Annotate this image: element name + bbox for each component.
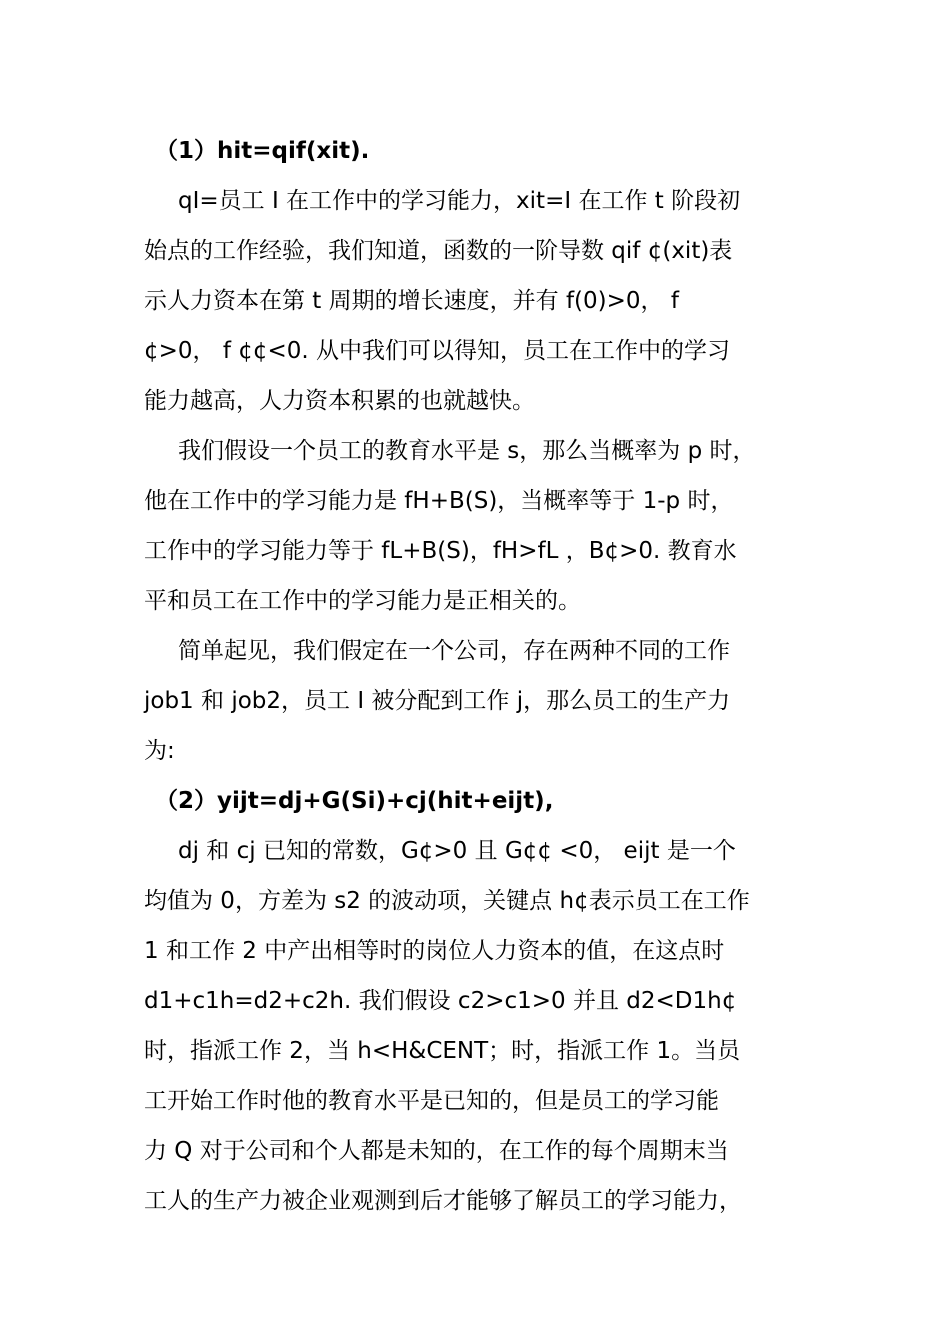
paragraph-4-line-4: d1+c1h=d2+c2h. 我们假设 c2>c1>0 并且 d2<D1h¢ <box>144 988 737 1014</box>
equation-1: （1）hit=qif(xit). <box>155 138 370 164</box>
paragraph-1-line-1: qI=员工 I 在工作中的学习能力，xit=I 在工作 t 阶段初 <box>178 188 741 214</box>
paragraph-4-line-1: dj 和 cj 已知的常数，G¢>0 且 G¢¢ <0， eijt 是一个 <box>178 838 736 864</box>
paragraph-4-line-3: 1 和工作 2 中产出相等时的岗位人力资本的值，在这点时 <box>144 938 725 964</box>
paragraph-3-line-3: 为: <box>144 738 175 764</box>
paragraph-4-line-5: 时，指派工作 2，当 h<H&CENT；时，指派工作 1。当员 <box>144 1038 741 1064</box>
paragraph-1-line-4: ¢>0， f ¢¢<0. 从中我们可以得知，员工在工作中的学习 <box>144 338 731 364</box>
paragraph-2-line-4: 平和员工在工作中的学习能力是正相关的。 <box>144 588 581 614</box>
paragraph-4-line-8: 工人的生产力被企业观测到后才能够了解员工的学习能力， <box>144 1188 742 1214</box>
paragraph-1-line-3: 示人力资本在第 t 周期的增长速度，并有 f(0)>0， f <box>144 288 679 314</box>
paragraph-2-line-1: 我们假设一个员工的教育水平是 s，那么当概率为 p 时， <box>178 438 756 464</box>
paragraph-2-line-2: 他在工作中的学习能力是 fH+B(S)，当概率等于 1-p 时， <box>144 488 734 514</box>
equation-2: （2）yijt=dj+G(Si)+cj(hit+eijt), <box>155 788 554 814</box>
paragraph-2-line-3: 工作中的学习能力等于 fL+B(S)，fH>fL ，B¢>0. 教育水 <box>144 538 737 564</box>
paragraph-1-line-5: 能力越高，人力资本积累的也就越快。 <box>144 388 535 414</box>
paragraph-3-line-2: job1 和 job2，员工 I 被分配到工作 j，那么员工的生产力 <box>144 688 731 714</box>
paragraph-4-line-6: 工开始工作时他的教育水平是已知的，但是员工的学习能 <box>144 1088 719 1114</box>
paragraph-3-line-1: 简单起见，我们假定在一个公司，存在两种不同的工作 <box>178 638 730 664</box>
paragraph-4-line-2: 均值为 0，方差为 s2 的波动项，关键点 h¢表示员工在工作 <box>144 888 750 914</box>
paragraph-1-line-2: 始点的工作经验，我们知道，函数的一阶导数 qif ¢(xit)表 <box>144 238 733 264</box>
paragraph-4-line-7: 力 Q 对于公司和个人都是未知的，在工作的每个周期末当 <box>144 1138 729 1164</box>
